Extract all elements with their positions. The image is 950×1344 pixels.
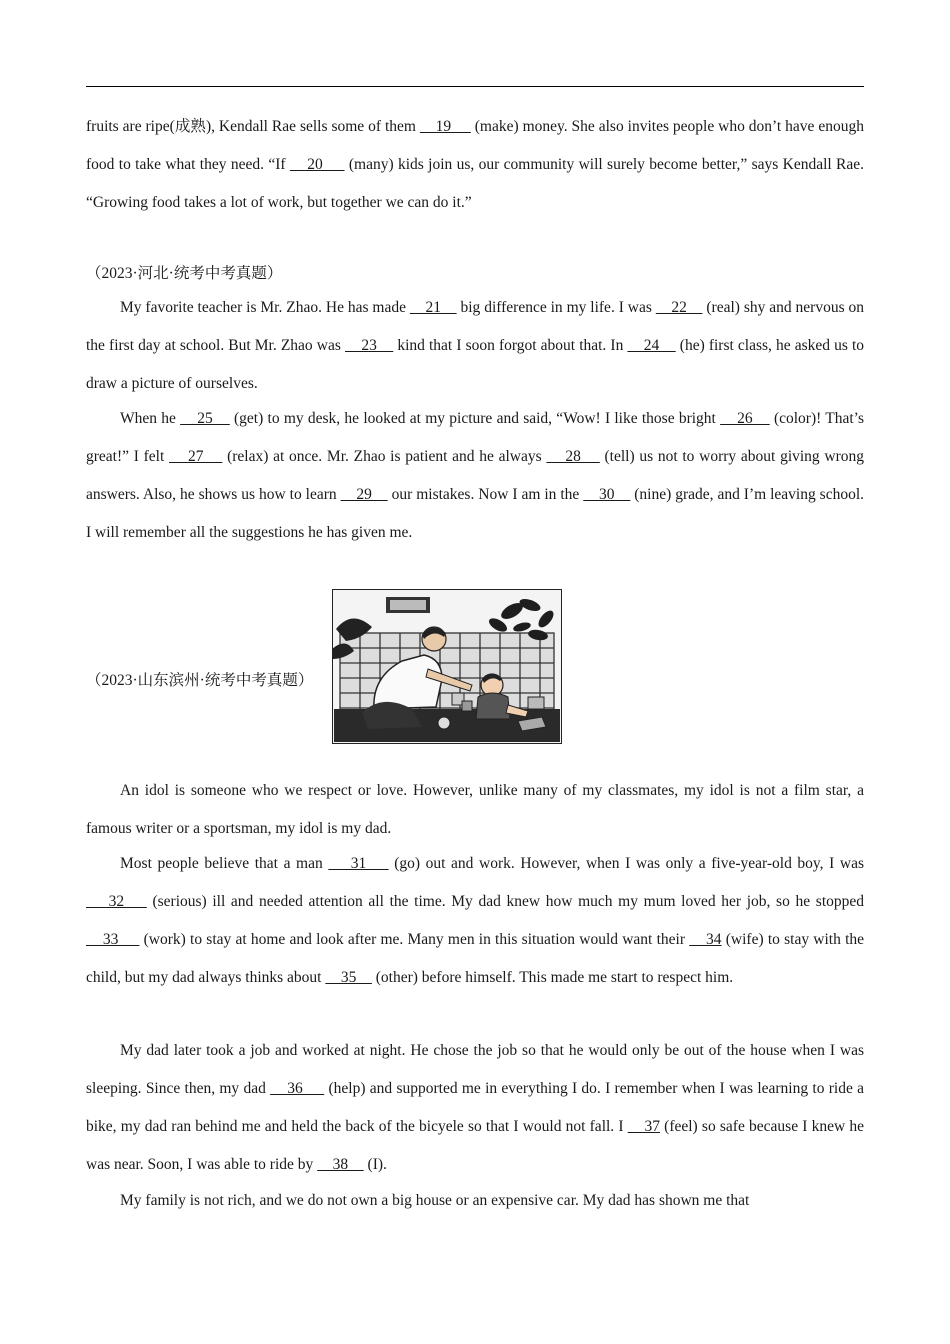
text-run: Most people believe that a man <box>120 855 329 872</box>
text-run: (real) shy and nervous on the first day at school. But Mr. Zhao was <box>86 299 865 354</box>
blank-33[interactable]: 33 <box>86 931 140 948</box>
blank-34[interactable]: 34 <box>689 931 722 948</box>
text-run: big difference in my life. I was <box>456 299 656 316</box>
text-run: My dad later took a job and worked at night. He chose the job so that he would only be out of the house when I was sleeping. Since then, my dad <box>86 1042 864 1097</box>
text-run: (wife) to stay with the child, but my dad always thinks about <box>86 931 865 986</box>
header-rule <box>86 86 864 87</box>
text-run: When he <box>120 410 181 427</box>
text-run: My family is not rich, and we do not own a big house or an expensive car. My dad has shown me that <box>120 1192 750 1209</box>
text-run: (relax) at once. Mr. Zhao is patient and he always <box>222 448 547 465</box>
text-run: (make) money. She also invites people who don’t have enough food to take what they need. “If <box>86 118 864 173</box>
passage3-paragraph-3 <box>86 1032 864 1184</box>
blank-28[interactable]: 28 <box>546 448 600 465</box>
source-label-hebei: （2023·河北·统考中考真题） <box>86 265 283 282</box>
blank-38[interactable]: 38 <box>317 1156 364 1173</box>
text-run: (serious) ill and needed attention all the time. My dad knew how much my mum loved her job, so he stopped <box>146 893 865 910</box>
blank-30[interactable]: 30 <box>583 486 631 503</box>
blank-21[interactable]: 21 <box>409 299 457 316</box>
text-run: (tell) us not to worry about giving wrong answers. Also, he shows us how to learn <box>86 448 865 503</box>
passage3-paragraph-1 <box>86 772 864 848</box>
blank-27[interactable]: 27 <box>169 448 223 465</box>
illustration-father-and-child-icon <box>332 589 562 744</box>
text-run: An idol is someone who we respect or love. However, unlike many of my classmates, my idol is not a film star, a famous writer or a sportsman, my idol is my dad. <box>86 782 864 837</box>
text-run: fruits are ripe(成熟), Kendall Rae sells some of them <box>86 118 420 135</box>
blank-25[interactable]: 25 <box>180 410 230 427</box>
blank-36[interactable]: 36 <box>270 1080 325 1097</box>
text-run: (feel) so safe because I knew he was near. Soon, I was able to ride by <box>86 1118 865 1173</box>
blank-29[interactable]: 29 <box>340 486 388 503</box>
passage2-paragraph-1 <box>86 289 864 403</box>
blank-26[interactable]: 26 <box>720 410 770 427</box>
blank-20[interactable]: 20 <box>289 156 345 173</box>
text-run: (other) before himself. This made me start to respect him. <box>371 969 734 986</box>
blank-23[interactable]: 23 <box>344 337 394 354</box>
text-run: (he) first class, he asked us to draw a picture of ourselves. <box>86 337 865 392</box>
blank-37[interactable]: 37 <box>627 1118 660 1135</box>
blank-24[interactable]: 24 <box>627 337 676 354</box>
text-run: (help) and supported me in everything I do. I remember when I was learning to ride a bike, my dad ran behind me and held the back of the bicyele so that I would not fall. I <box>86 1080 865 1135</box>
text-run: (I). <box>363 1156 387 1173</box>
text-run: (many) kids join us, our community will surely become better,” says Kendall Rae. “Growing food takes a lot of work, but together we can do it.” <box>86 156 865 211</box>
text-run: My favorite teacher is Mr. Zhao. He has made <box>120 299 410 316</box>
passage3-paragraph-2 <box>86 845 864 997</box>
blank-22[interactable]: 22 <box>655 299 703 316</box>
text-run: (get) to my desk, he looked at my picture and said, “Wow! I like those bright <box>229 410 721 427</box>
text-run: (work) to stay at home and look after me. Many men in this situation would want their <box>139 931 690 948</box>
blank-31[interactable]: 31 <box>328 855 389 872</box>
blank-35[interactable]: 35 <box>325 969 372 986</box>
text-run: (go) out and work. However, when I was only a five-year-old boy, I was <box>388 855 865 872</box>
text-run: (nine) grade, and I’m leaving school. I will remember all the suggestions he has given me. <box>86 486 865 541</box>
blank-32[interactable]: 32 <box>86 893 147 910</box>
text-run: (color)! That’s great!” I felt <box>86 410 865 465</box>
passage1-paragraph <box>86 108 864 222</box>
text-run: our mistakes. Now I am in the <box>387 486 584 503</box>
source-label-binzhou: （2023·山东滨州·统考中考真题） <box>86 672 314 689</box>
passage2-paragraph-2 <box>86 400 864 552</box>
blank-19[interactable]: 19 <box>419 118 471 135</box>
passage3-paragraph-4 <box>86 1182 864 1220</box>
text-run: kind that I soon forgot about that. In <box>393 337 628 354</box>
